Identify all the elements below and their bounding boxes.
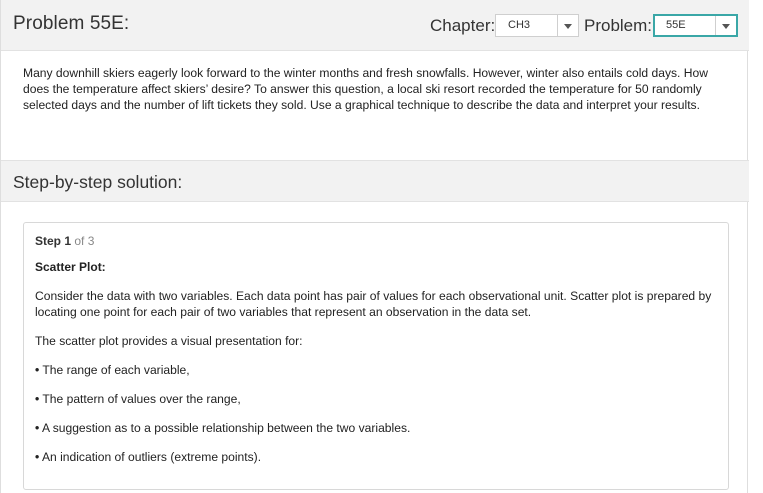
problem-title: Problem 55E:	[13, 13, 130, 34]
problem-select-value: 55E	[666, 19, 686, 31]
solution-header	[1, 160, 749, 202]
step-counter	[35, 234, 94, 248]
bullet-item	[35, 391, 715, 407]
chevron-down-icon[interactable]	[722, 24, 730, 29]
chapter-select-divider	[557, 15, 558, 36]
bullet-icon: •	[35, 363, 40, 377]
step-lead: The scatter plot provides a visual presentation for:	[35, 334, 303, 348]
bullet-icon: •	[35, 450, 40, 464]
bullet-text: The pattern of values over the range,	[42, 392, 241, 406]
bullet-item	[35, 449, 715, 465]
step-heading: Scatter Plot:	[35, 260, 106, 274]
problem-select-divider	[715, 16, 716, 35]
step-intro: Consider the data with two variables. Each data point has pair of values for each observational unit. Scatter plot is prepared by locating one point for each pair of two variables that represent an observation in the data set.	[35, 289, 712, 319]
chapter-select-value: CH3	[508, 19, 531, 31]
bullet-icon: •	[35, 421, 40, 435]
chapter-select[interactable]	[495, 14, 579, 37]
step-card	[23, 222, 729, 490]
bullet-item	[35, 362, 715, 378]
bullet-text: The range of each variable,	[42, 363, 190, 377]
chapter-label: Chapter:	[430, 16, 496, 35]
problem-select[interactable]	[653, 14, 738, 37]
bullet-text: An indication of outliers (extreme points).	[41, 450, 262, 464]
chevron-down-icon[interactable]	[564, 24, 572, 29]
step-number: Step 1	[35, 234, 72, 248]
problem-label: Problem:	[584, 16, 653, 35]
bullet-item	[35, 420, 715, 436]
solution-title: Step-by-step solution:	[13, 172, 183, 192]
step-total: of 3	[74, 234, 95, 248]
bullet-icon: •	[35, 392, 40, 406]
bullet-text: A suggestion as to a possible relationship between the two variables.	[41, 421, 411, 435]
problem-statement: Many downhill skiers eagerly look forward to the winter months and fresh snowfalls. However, winter also entails cold days. How does the temperature affect skiers’ desire? To answer this question, a local ski resort recorded the temperature for 50 randomly selected days and the number of lift tickets they sold. Use a graphical technique to describe the data and interpret your results.	[23, 66, 708, 112]
problem-header	[1, 0, 749, 51]
